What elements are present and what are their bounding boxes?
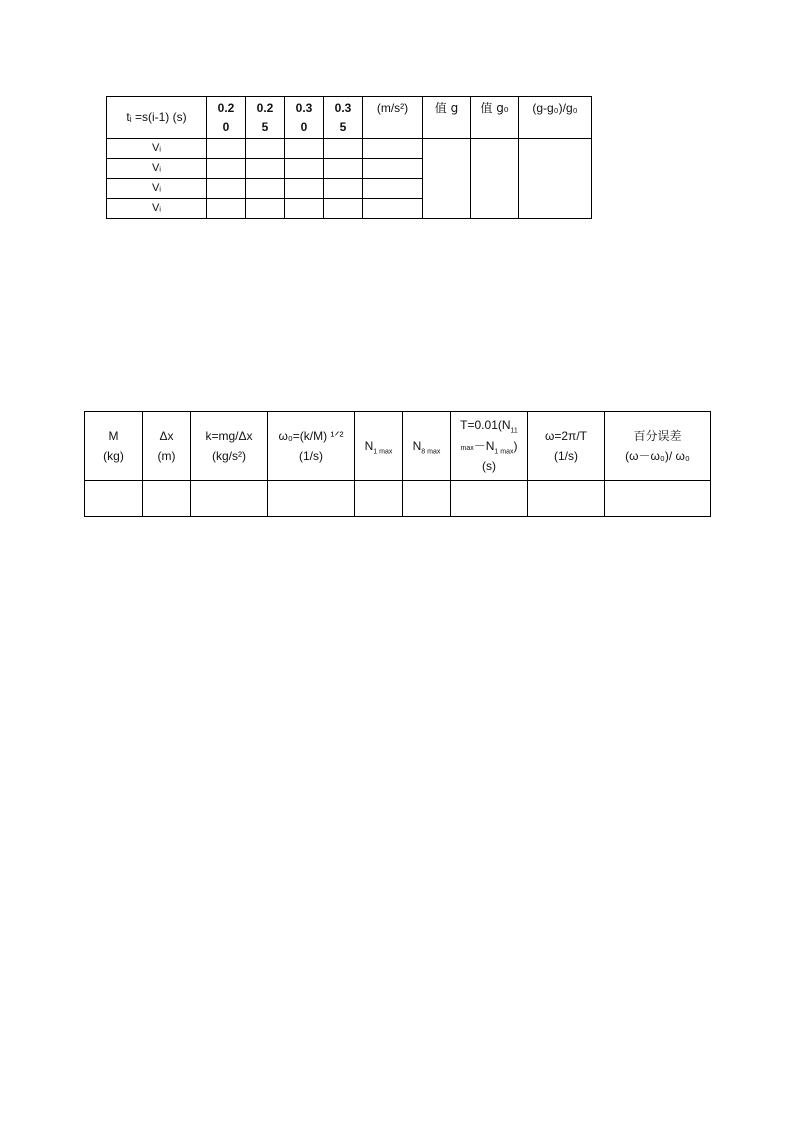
table-cell [324, 179, 363, 199]
table-cell [246, 139, 285, 159]
table-cell [285, 159, 324, 179]
table-cell [246, 179, 285, 199]
omega-header: ω=2π/T (1/s) [528, 412, 605, 481]
relative-error-header: (g-g₀)/g₀ [519, 97, 592, 139]
displacement-header: Δx (m) [143, 412, 191, 481]
g-value-header: 值 g [423, 97, 471, 139]
n8-max-header: $N_{8 max}$ [403, 412, 451, 481]
table-cell [246, 199, 285, 219]
table-cell [207, 159, 246, 179]
period-header: $T=0.01(N_{11}$ $\max-N_{1 max}$) (s) [451, 412, 528, 481]
table-cell [285, 139, 324, 159]
table-cell [143, 481, 191, 517]
table-cell [285, 199, 324, 219]
time-025-header: 0.2 5 [246, 97, 285, 139]
table-cell [85, 481, 143, 517]
table-cell [451, 481, 528, 517]
spring-constant-header: k=mg/Δx (kg/s²) [191, 412, 268, 481]
table-cell [207, 139, 246, 159]
g-value-cell [423, 139, 471, 219]
table-row [107, 139, 592, 159]
time-header: tᵢ =s(i-1) (s) [107, 97, 207, 139]
oscillation-table [84, 411, 711, 517]
table-header-row [85, 412, 711, 481]
table-row [85, 481, 711, 517]
mass-header: M (kg) [85, 412, 143, 481]
time-020-header: 0.2 0 [207, 97, 246, 139]
table-cell [355, 481, 403, 517]
table-cell [403, 481, 451, 517]
g0-value-cell [471, 139, 519, 219]
relative-error-cell [519, 139, 592, 219]
table-cell [285, 179, 324, 199]
table-cell [363, 199, 423, 219]
table-cell [207, 199, 246, 219]
table-cell [324, 159, 363, 179]
table-cell [324, 139, 363, 159]
table-cell [528, 481, 605, 517]
omega0-header: ω₀=(k/M) ¹ᐟ² (1/s) [268, 412, 355, 481]
table-cell [207, 179, 246, 199]
unit-header: (m/s²) [363, 97, 423, 139]
time-030-header: 0.3 0 [285, 97, 324, 139]
n1-max-header: $N_{1 max}$ [355, 412, 403, 481]
table-cell [324, 199, 363, 219]
table-cell [191, 481, 268, 517]
row-label: Vᵢ [107, 159, 207, 179]
g0-value-header: 值 g₀ [471, 97, 519, 139]
table-cell [363, 179, 423, 199]
row-label: Vᵢ [107, 139, 207, 159]
table-cell [605, 481, 711, 517]
table-cell [363, 139, 423, 159]
percent-error-header: 百分误差 (ω－ω₀)/ ω₀ [605, 412, 711, 481]
row-label: Vᵢ [107, 199, 207, 219]
row-label: Vᵢ [107, 179, 207, 199]
velocity-table [106, 96, 592, 219]
time-035-header: 0.3 5 [324, 97, 363, 139]
table-cell [268, 481, 355, 517]
table-header-row [107, 97, 592, 139]
table-cell [363, 159, 423, 179]
table-cell [246, 159, 285, 179]
